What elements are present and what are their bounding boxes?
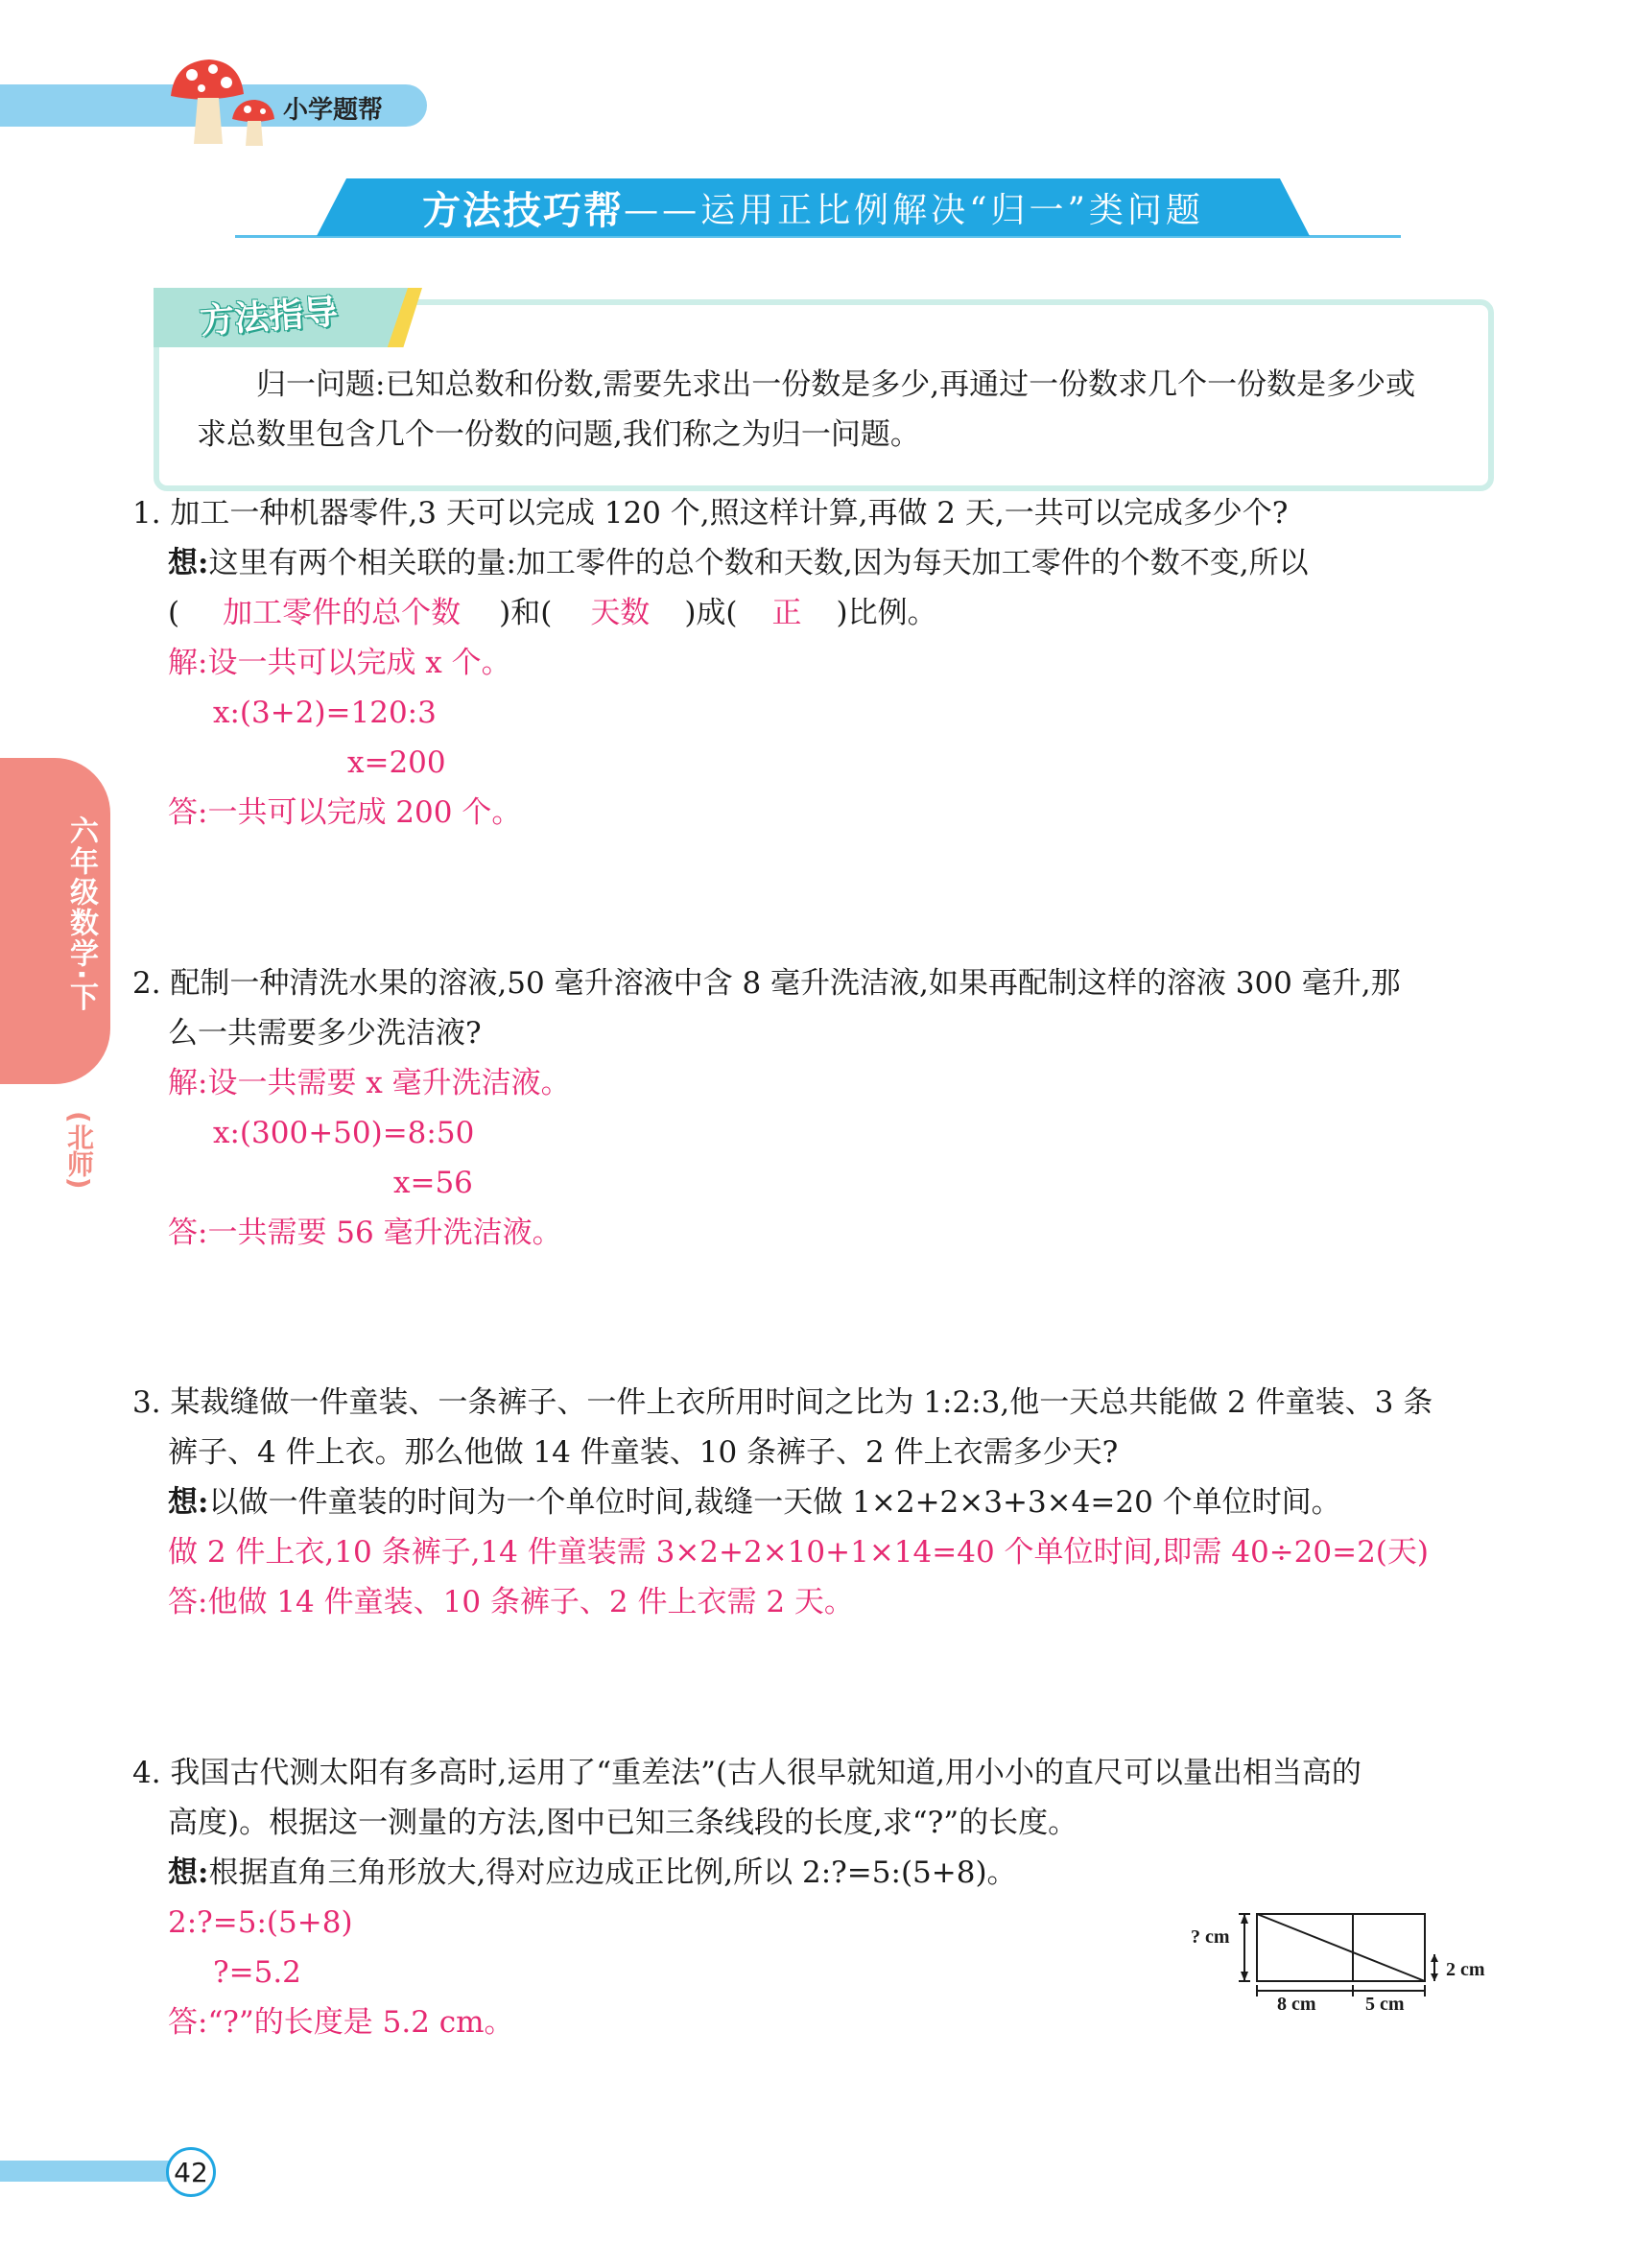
q1-blank-3: 正: [771, 596, 802, 630]
section-title: [317, 178, 1310, 236]
q4-question-2: 高度)。根据这一测量的方法,图中已知三条线段的长度,求“?”的长度。: [168, 1806, 1078, 1840]
q3-question-2: 裤子、4 件上衣。那么他做 14 件童装、10 条裤子、2 件上衣需多少天?: [168, 1435, 1119, 1470]
side-grade-label: 六年级数学·下: [64, 815, 98, 1013]
q4-question-1: 4. 我国古代测太阳有多高时,运用了“重差法”(古人很早就知道,用小小的直尺可以量出相当高的: [132, 1756, 1362, 1790]
diagram-label-left: 8 cm: [1277, 1994, 1316, 2015]
q1-blanks: [168, 594, 937, 632]
q3-think: [168, 1483, 1341, 1522]
q2-solution-2: x:(300+50)=8:50: [213, 1116, 475, 1150]
q1-think: [168, 544, 1309, 582]
q1-think-text: 这里有两个相关联的量:加工零件的总个数和天数,因为每天加工零件的个数不变,所以: [208, 546, 1309, 580]
page-number-bar: [0, 2161, 178, 2182]
guide-text: 归一问题:已知总数和份数,需要先求出一份数是多少,再通过一份数求几个一份数是多少或求总数里包含几个一份数的问题,我们称之为归一问题。: [197, 367, 1416, 452]
q3-answer: 答:他做 14 件童装、10 条裤子、2 件上衣需 2 天。: [168, 1585, 854, 1619]
q4-answer: 答:“?”的长度是 5.2 cm。: [168, 2005, 514, 2040]
q1-paren: )和(: [499, 596, 553, 630]
side-edition-label: (北师): [63, 1111, 95, 1190]
q1-solution-1: 解:设一共可以完成 x 个。: [168, 646, 511, 680]
q4-solution-1: 2:?=5:(5+8): [168, 1905, 353, 1940]
q1-blank-1: 加工零件的总个数: [223, 596, 462, 630]
diagram-label-right: 5 cm: [1365, 1994, 1405, 2015]
q2-solution-3: x=56: [393, 1166, 473, 1200]
brand-name: 小学题帮: [283, 96, 384, 125]
q1-solution-2: x:(3+2)=120:3: [213, 696, 437, 730]
q1-answer: 答:一共可以完成 200 个。: [168, 795, 522, 830]
q4-think-text: 根据直角三角形放大,得对应边成正比例,所以 2:?=5:(5+8)。: [208, 1855, 1017, 1890]
q4-think-label: 想:: [168, 1855, 209, 1890]
page-number: 42: [166, 2147, 216, 2197]
diagram-label-unknown: ? cm: [1191, 1926, 1230, 1948]
section-title-sub: ——运用正比例解决“归一”类问题: [624, 190, 1204, 230]
q1-paren: (: [168, 596, 180, 630]
q2-question-1: 2. 配制一种清洗水果的溶液,50 毫升溶液中含 8 毫升洗洁液,如果再配制这样的溶液 300 毫升,那: [132, 966, 1401, 1001]
q4-solution-2: ?=5.2: [213, 1955, 301, 1990]
q3-think-text: 以做一件童装的时间为一个单位时间,裁缝一天做 1×2+2×3+3×4=20 个单位时间。: [208, 1485, 1341, 1520]
q2-solution-1: 解:设一共需要 x 毫升洗洁液。: [168, 1066, 571, 1100]
q2-question-2: 么一共需要多少洗洁液?: [168, 1016, 482, 1051]
q4-think: [168, 1854, 1017, 1892]
mushroom-logo-icon: [163, 56, 278, 148]
q1-question: 1. 加工一种机器零件,3 天可以完成 120 个,照这样计算,再做 2 天,一共可以完成多少个?: [132, 496, 1289, 531]
q1-solution-3: x=200: [347, 745, 446, 780]
q1-blank-2: 天数: [590, 596, 651, 630]
q2-answer: 答:一共需要 56 毫升洗洁液。: [168, 1216, 562, 1250]
section-title-main: 方法技巧帮: [422, 188, 625, 233]
diagram-label-height: 2 cm: [1446, 1959, 1485, 1980]
measurement-diagram: [1175, 1895, 1502, 2020]
q1-paren: )成(: [684, 596, 738, 630]
q3-think-label: 想:: [168, 1485, 209, 1520]
guide-label: 方法指导: [198, 293, 340, 342]
q3-question-1: 3. 某裁缝做一件童装、一条裤子、一件上衣所用时间之比为 1:2:3,他一天总共能做 2 件童装、3 条: [132, 1385, 1433, 1420]
q1-think-label: 想:: [168, 546, 209, 580]
q1-paren: )比例。: [836, 596, 937, 630]
q3-solution-1: 做 2 件上衣,10 条裤子,14 件童装需 3×2+2×10+1×14=40 个单位时间,即需 40÷20=2(天): [168, 1535, 1429, 1570]
